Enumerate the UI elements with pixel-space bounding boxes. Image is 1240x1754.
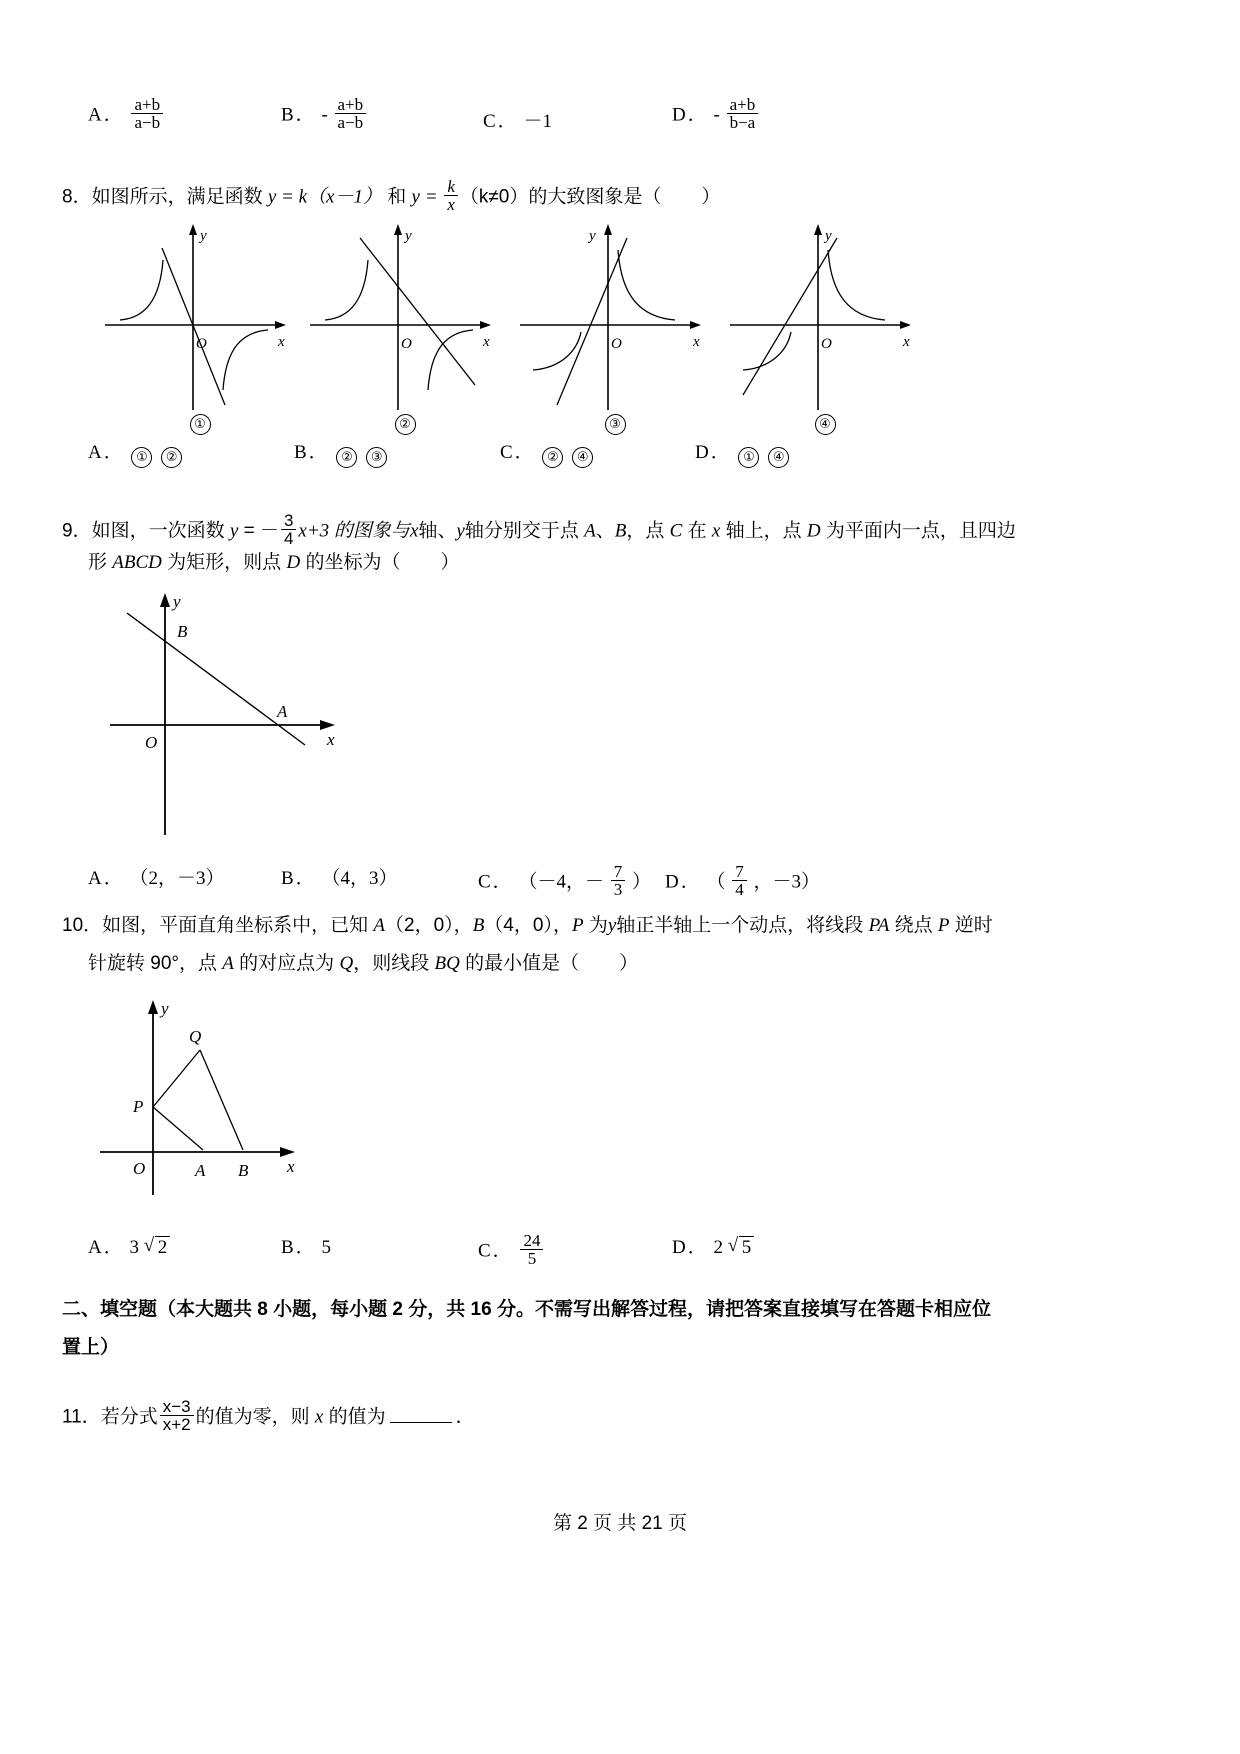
svg-text:x: x — [483, 334, 490, 350]
q10-option-a[interactable] — [88, 1232, 170, 1259]
q9-option-d-fraction — [732, 863, 747, 899]
q11-answer-blank[interactable] — [390, 1407, 452, 1423]
q9-text-a: 如图，一次函数 — [91, 520, 230, 542]
question-9-stem-line1 — [62, 512, 1016, 548]
q7-option-a-fraction — [131, 96, 163, 132]
q8-option-b-choice-1: ② — [336, 447, 357, 468]
svg-text:Q: Q — [189, 1027, 202, 1046]
svg-text:A: A — [195, 1161, 206, 1180]
q11-variable: x — [314, 1406, 324, 1428]
q9-point-a: A — [584, 520, 596, 542]
q7-option-d-fraction — [727, 96, 759, 132]
q7-option-b-fraction — [335, 96, 367, 132]
q10-line2-d: 的最小值是（ — [459, 953, 580, 974]
q10-option-a-label: A． — [88, 1237, 125, 1258]
q7-option-d[interactable] — [672, 96, 760, 132]
svg-text:y: y — [173, 592, 181, 611]
q9-text-e: ，点 — [626, 520, 670, 542]
q9-option-b-label: B． — [281, 868, 317, 889]
page-footer — [0, 1508, 1240, 1535]
q9-var-y: y — [229, 520, 239, 542]
q9-option-c-denominator: 3 — [613, 880, 623, 900]
q9-option-d-suffix: ，－3） — [753, 871, 821, 893]
q7-option-b-label: B． — [281, 104, 317, 126]
q10-point-a-2: A — [222, 953, 234, 974]
q10-line2-c: ，则线段 — [353, 953, 435, 974]
q9-option-a-label: A． — [88, 868, 125, 889]
q8-figure-3 — [515, 220, 715, 435]
q8-option-d-choice-1: ① — [738, 447, 759, 468]
q10-point-b: B — [472, 915, 485, 936]
q11-prefix: 若分式 — [100, 1406, 158, 1428]
q9-line2-a: 形 — [88, 552, 113, 573]
q9-option-d-denominator: 4 — [735, 880, 744, 900]
q7-option-b-minus-sign: - — [321, 104, 328, 126]
q10-text-c: 轴正半轴上一个动点，将线段 — [616, 915, 869, 936]
svg-text:B: B — [238, 1161, 249, 1180]
q9-option-c-label: C． — [478, 871, 514, 893]
q7-option-d-minus-sign: - — [713, 104, 720, 126]
q8-figure-2 — [305, 220, 505, 435]
svg-text:O: O — [821, 336, 832, 352]
q8-option-b[interactable] — [294, 437, 389, 468]
q8-option-a-choice-2: ② — [161, 447, 182, 468]
q9-option-c-suffix: ） — [631, 871, 651, 893]
q10-text-b: 为 — [583, 915, 608, 936]
question-10-stem-line2 — [88, 951, 638, 977]
svg-text:O: O — [196, 336, 207, 352]
q9-text-g: 轴上，点 — [720, 520, 807, 542]
q9-text-b: x+3 的图象与 — [298, 520, 410, 542]
q10-point-a: A — [373, 915, 386, 936]
q8-text-4: ） — [701, 186, 721, 208]
q8-formula-2-numerator: k — [444, 178, 458, 196]
q11-denominator: x+2 — [162, 1415, 191, 1435]
section-2-heading-line2 — [62, 1333, 119, 1363]
svg-text:x: x — [278, 334, 285, 350]
question-11 — [62, 1398, 475, 1434]
q9-sep-1: 、 — [595, 520, 615, 542]
q7-option-d-label: D． — [672, 104, 709, 126]
svg-text:x: x — [693, 334, 700, 350]
q10-text-a: 如图，平面直角坐标系中，已知 — [102, 915, 374, 936]
svg-text:y: y — [405, 228, 412, 244]
q11-number: 11． — [62, 1406, 101, 1428]
q8-figure-3-caption: ③ — [605, 414, 626, 435]
svg-text:A: A — [277, 702, 288, 721]
q8-option-c-label: C． — [500, 442, 536, 463]
q10-seg-pa: PA — [868, 915, 890, 936]
q10-text-d: 绕点 — [889, 915, 938, 936]
q8-option-b-label: B． — [294, 442, 330, 463]
q8-text-1: 如图所示，满足函数 — [91, 186, 268, 208]
q10-option-c-fraction — [520, 1232, 543, 1268]
svg-text:y: y — [825, 228, 832, 244]
q8-formula-1: y = k（x－1） — [267, 186, 382, 208]
q8-option-b-choice-2: ③ — [366, 447, 387, 468]
q7-option-c-value: －1 — [523, 111, 552, 132]
q9-point-d-2: D — [286, 552, 301, 573]
section-2-text-1: 二、填空题（本大题共 8 小题，每小题 2 分，共 16 分。不需写出解答过程，请把答案直接填写在答题卡相应位 — [62, 1299, 991, 1320]
q9-option-c-fraction — [611, 863, 626, 899]
q10-option-b-value: 5 — [321, 1237, 331, 1258]
q11-numerator: x−3 — [160, 1398, 194, 1416]
q7-option-a-label: A． — [88, 104, 125, 126]
q7-option-a-denominator: a−b — [134, 113, 161, 133]
q11-middle: 的值为零，则 — [195, 1406, 315, 1428]
q9-slope-numerator: 3 — [281, 512, 296, 530]
q10-option-d-radicand: 5 — [739, 1236, 755, 1259]
q9-option-a[interactable] — [88, 863, 225, 890]
q9-text-f: 在 — [682, 520, 712, 542]
q10-line2-a: 针旋转 90°，点 — [88, 953, 223, 974]
q7-option-b-numerator: a+b — [335, 96, 367, 114]
q11-suffix: 的值为 — [323, 1406, 386, 1428]
q7-option-b-denominator: a−b — [337, 113, 364, 133]
q9-option-d-label: D． — [665, 871, 702, 893]
svg-text:y: y — [200, 228, 207, 244]
q10-line2-end: ） — [619, 953, 639, 974]
q9-option-c-numerator: 7 — [611, 863, 626, 881]
svg-text:P: P — [133, 1097, 144, 1116]
q8-option-c-choice-2: ④ — [572, 447, 593, 468]
svg-text:O: O — [145, 733, 158, 752]
q9-var-y2: y — [456, 520, 465, 542]
svg-text:O: O — [133, 1159, 146, 1178]
q8-formula-2-fraction — [444, 178, 458, 214]
q8-option-d-choice-2: ④ — [768, 447, 789, 468]
q10-text-e: 逆时 — [949, 915, 993, 936]
q10-point-p: P — [571, 915, 584, 936]
page-footer-text: 第 2 页 共 21 页 — [552, 1513, 688, 1534]
q8-option-d[interactable] — [695, 437, 791, 468]
q9-eq: = － — [238, 520, 279, 542]
svg-text:x: x — [287, 1157, 295, 1176]
svg-text:y: y — [161, 999, 169, 1018]
q9-text-h: 为平面内一点，且四边 — [820, 520, 1016, 542]
q10-point-p-2: P — [937, 915, 950, 936]
q8-text-2: 和 — [381, 186, 412, 208]
q9-option-d-numerator: 7 — [732, 863, 747, 881]
q11-end: ． — [455, 1406, 475, 1428]
q8-text-3: （k≠0）的大致图象是（ — [459, 186, 662, 208]
q10-option-c-numerator: 24 — [520, 1232, 543, 1250]
q7-option-a[interactable] — [88, 96, 165, 132]
q8-figure-2-caption: ② — [395, 414, 416, 435]
q8-option-c-choice-1: ② — [542, 447, 563, 468]
question-9-stem-line2 — [88, 550, 459, 576]
q9-option-c[interactable] — [478, 863, 651, 899]
q10-option-d-coefficient: 2 — [713, 1237, 723, 1258]
q10-coord-b: （4，0） — [484, 915, 553, 936]
q9-point-d: D — [806, 520, 821, 542]
q10-seg-bq: BQ — [434, 953, 460, 974]
q7-option-c[interactable] — [483, 106, 552, 133]
q9-option-a-value: （2，－3） — [129, 868, 225, 889]
q10-option-d[interactable] — [672, 1232, 754, 1259]
q9-line2-c: 的坐标为（ — [300, 552, 401, 573]
q9-option-d-prefix: （ — [706, 871, 726, 893]
q9-slope-fraction — [281, 512, 296, 548]
q7-option-d-denominator: b−a — [729, 113, 756, 133]
q9-text-c: 轴、 — [418, 520, 457, 542]
section-2-heading-line1 — [62, 1295, 991, 1325]
section-2-text-2: 置上） — [62, 1337, 120, 1358]
q9-number: 9． — [62, 520, 92, 542]
q8-option-c[interactable] — [500, 437, 595, 468]
q8-formula-2-lead: y = — [411, 186, 443, 208]
q8-formula-2-denominator: x — [447, 195, 455, 215]
q8-figure-1-caption: ① — [190, 414, 211, 435]
q10-option-d-radical — [728, 1236, 755, 1259]
q9-line2-end: ） — [440, 552, 460, 573]
q9-option-b[interactable] — [281, 863, 397, 890]
q8-figure-4 — [725, 220, 925, 435]
q7-option-c-label: C． — [483, 111, 519, 132]
svg-text:x: x — [903, 334, 910, 350]
q8-option-d-label: D． — [695, 442, 732, 463]
q10-number: 10． — [62, 915, 103, 936]
q10-figure — [95, 990, 365, 1210]
q9-option-d[interactable] — [665, 863, 820, 899]
q10-sep-1: ， — [453, 915, 473, 936]
q10-line2-b: 的对应点为 — [233, 953, 340, 974]
q9-point-b: B — [614, 520, 627, 542]
q9-rect-abcd: ABCD — [112, 552, 162, 573]
q8-option-a-choice-1: ① — [131, 447, 152, 468]
q7-option-d-numerator: a+b — [727, 96, 759, 114]
q10-option-a-radicand: 2 — [155, 1236, 171, 1259]
q10-option-c-denominator: 5 — [527, 1249, 537, 1269]
question-10-stem-line1 — [62, 913, 993, 939]
q11-fraction — [160, 1398, 194, 1434]
svg-text:B: B — [177, 622, 188, 641]
q9-slope-denominator: 4 — [283, 529, 294, 549]
q9-figure — [105, 585, 385, 845]
q9-text-d: 轴分别交于点 — [464, 520, 585, 542]
q9-line2-b: 为矩形，则点 — [161, 552, 287, 573]
question-8-stem — [62, 178, 720, 214]
svg-text:y: y — [589, 228, 596, 244]
q9-option-c-prefix: （－4，－ — [518, 871, 604, 893]
q9-var-x1: x — [409, 520, 419, 542]
q7-option-b[interactable] — [281, 96, 368, 132]
svg-text:O: O — [611, 336, 622, 352]
q10-sep-2: ， — [552, 915, 572, 936]
q10-option-b[interactable] — [281, 1232, 331, 1259]
q9-option-b-value: （4，3） — [321, 868, 398, 889]
q10-option-b-label: B． — [281, 1237, 317, 1258]
q10-option-d-label: D． — [672, 1237, 709, 1258]
q8-number: 8． — [62, 186, 92, 208]
q8-option-a[interactable] — [88, 437, 184, 468]
svg-text:x: x — [327, 730, 335, 749]
q10-option-a-coefficient: 3 — [129, 1237, 139, 1258]
q10-var-y: y — [607, 915, 617, 936]
q10-option-a-radical — [144, 1236, 171, 1259]
q10-option-c[interactable] — [478, 1232, 545, 1268]
q8-figure-4-caption: ④ — [815, 414, 836, 435]
svg-text:O: O — [401, 336, 412, 352]
q10-coord-a: （2，0） — [385, 915, 454, 936]
q7-option-a-numerator: a+b — [131, 96, 163, 114]
q8-figure-1 — [100, 220, 300, 435]
q10-option-c-label: C． — [478, 1240, 514, 1262]
q9-point-c: C — [669, 520, 683, 542]
q9-var-x2: x — [711, 520, 721, 542]
q8-option-a-label: A． — [88, 442, 125, 463]
q10-point-q: Q — [339, 953, 354, 974]
